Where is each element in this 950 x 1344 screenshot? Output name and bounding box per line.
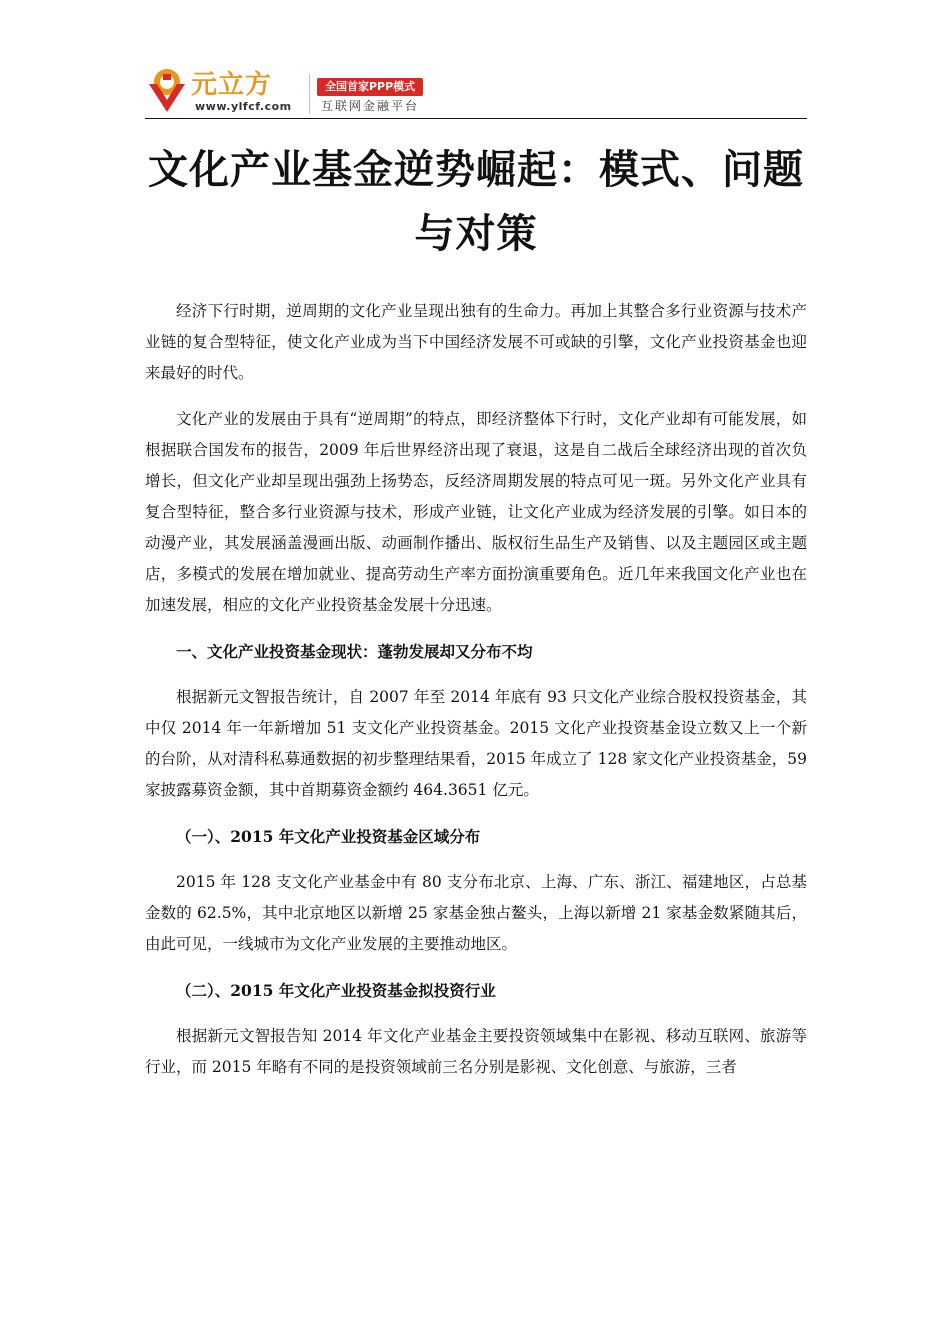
paragraph: 根据新元文智报告统计，自 2007 年至 2014 年底有 93 只文化产业综合股权投资基金，其中仅 2014 年一年新增加 51 支文化产业投资基金。2015 文化产业投资基金设立数又上一个新的台阶，从对清科私募通数据的初步整理结果看，2015 年成立了 128 家文化产业投资基金，59 家披露募资金额，其中首期募资金额约 464.3651 亿元。 <box>145 688 807 799</box>
subsection-heading: （二）、2015 年文化产业投资基金拟投资行业 <box>176 981 496 1000</box>
document-body <box>145 296 807 1083</box>
brand-url: www.ylfcf.com <box>195 100 292 113</box>
subsection-heading: （一）、2015 年文化产业投资基金区域分布 <box>176 827 481 846</box>
paragraph: 根据新元文智报告知 2014 年文化产业基金主要投资领域集中在影视、移动互联网、旅游等行业，而 2015 年略有不同的是投资领域前三名分别是影视、文化创意、与旅游，三者 <box>145 1027 807 1076</box>
header-rule <box>145 118 807 119</box>
paragraph: 2015 年 128 支文化产业基金中有 80 支分布北京、上海、广东、浙江、福建地区，占总基金数的 62.5%，其中北京地区以新增 25 家基金独占鳌头，上海以新增 21 家基金数紧随其后，由此可见，一线城市为文化产业发展的主要推动地区。 <box>145 873 807 953</box>
header-divider <box>309 74 310 114</box>
brand-tagline: 互联网金融平台 <box>321 99 420 113</box>
yuanlifang-logo-icon <box>145 66 189 114</box>
document-title: 文化产业基金逆势崛起：模式、问题与对策 <box>148 146 804 257</box>
ppp-badge: 全国首家PPP模式 <box>317 78 423 96</box>
page-header <box>145 66 807 118</box>
paragraph: 经济下行时期，逆周期的文化产业呈现出独有的生命力。再加上其整合多行业资源与技术产业链的复合型特征，使文化产业成为当下中国经济发展不可或缺的引擎，文化产业投资基金也迎来最好的时代。 <box>145 302 807 382</box>
section-heading: 一、文化产业投资基金现状：蓬勃发展却又分布不均 <box>176 642 533 661</box>
brand-name: 元立方 <box>191 70 273 100</box>
paragraph: 文化产业的发展由于具有“逆周期”的特点，即经济整体下行时，文化产业却有可能发展，如根据联合国发布的报告，2009 年后世界经济出现了衰退，这是自二战后全球经济出现的首次负增长，但文化产业却呈现出强劲上扬势态，反经济周期发展的特点可见一斑。另外文化产业具有复合型特征，整合多行业资源与技术，形成产业链，让文化产业成为经济发展的引擎。如日本的动漫产业，其发展涵盖漫画出版、动画制作播出、版权衍生品生产及销售、以及主题园区或主题店，多模式的发展在增加就业、提高劳动生产率方面扮演重要角色。近几年来我国文化产业也在加速发展，相应的文化产业投资基金发展十分迅速。 <box>145 410 807 614</box>
